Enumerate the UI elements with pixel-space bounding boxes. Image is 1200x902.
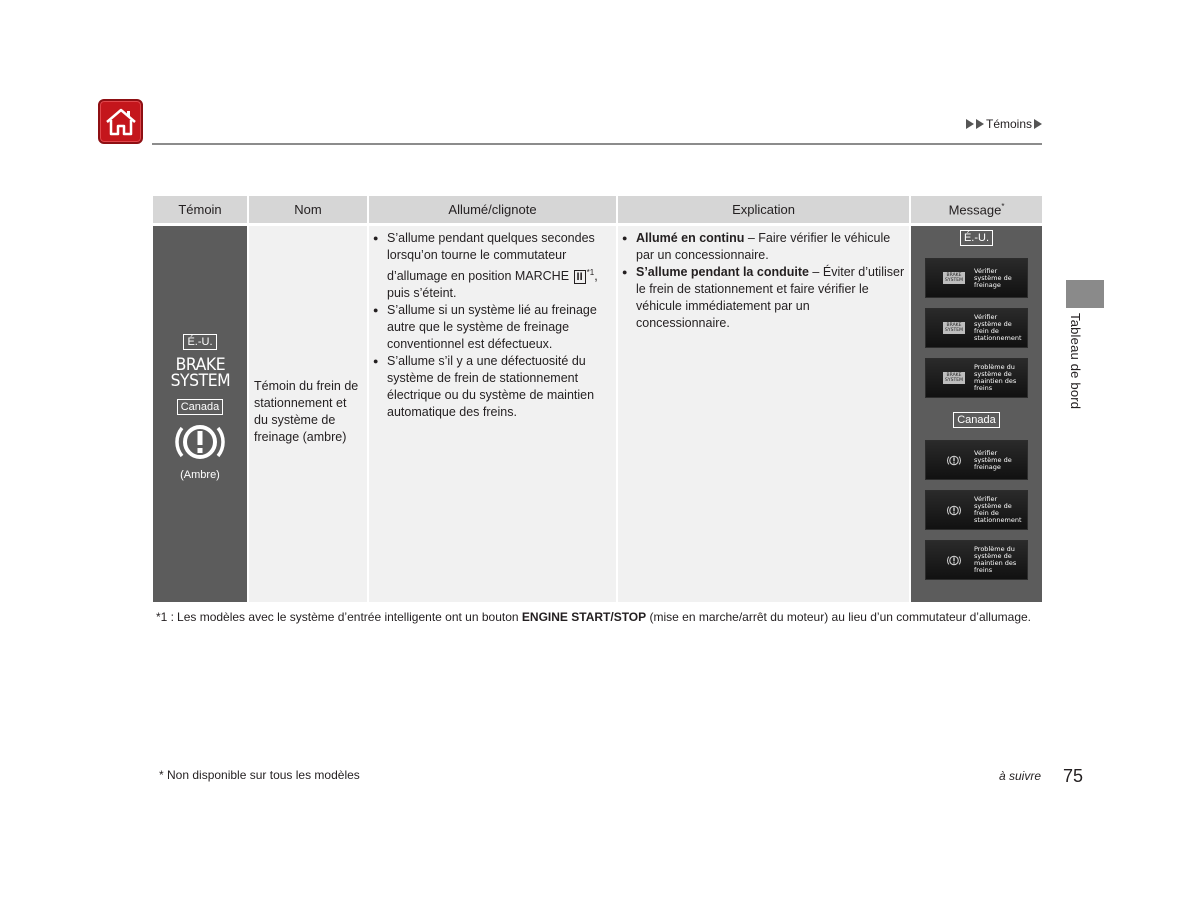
message-screen: Vérifier système de freinage	[925, 440, 1028, 480]
header-nom: Nom	[248, 196, 368, 225]
message-screen: Problème du système de maintien des freins	[925, 540, 1028, 580]
indicator-name: Témoin du frein de stationnement et du système de freinage (ambre)	[254, 379, 359, 444]
footnote-ref[interactable]: *1	[586, 268, 595, 277]
cell-temoin	[153, 225, 248, 603]
header-allume: Allumé/clignote	[368, 196, 617, 225]
page-number: 75	[1063, 766, 1084, 786]
message-screen: BRAKE SYSTEM Problème du système de maintien des freins	[925, 358, 1028, 398]
brake-system-indicator: BRAKE SYSTEM	[170, 355, 230, 391]
message-screen: Vérifier système de frein de stationnement	[925, 490, 1028, 530]
section-tab-label: Tableau de bord	[1068, 313, 1083, 410]
arrow-right-icon	[966, 119, 974, 129]
brake-warning-circle-icon	[946, 454, 962, 467]
brake-system-icon: BRAKE SYSTEM	[945, 323, 963, 333]
breadcrumb-label[interactable]: Témoins	[985, 117, 1032, 131]
region-tag-us: É.-U.	[183, 334, 216, 350]
region-tag-canada: Canada	[953, 412, 1000, 428]
list-item: ● S’allume pendant la conduite – Éviter d’utiliser le frein de stationnement et faire vérifier le véhicule immédiatement par un concessionnaire.	[636, 264, 905, 332]
brake-warning-circle-icon	[172, 419, 228, 465]
section-tab[interactable]	[1066, 280, 1104, 308]
indicator-table	[153, 196, 1042, 602]
header-temoin: Témoin	[153, 196, 248, 225]
list-item: ● S’allume pendant quelques secondes lorsqu’on tourne le commutateur d’allumage en position MARCHE II $^{*1}$, puis s’éteint.	[387, 230, 612, 302]
table-row	[153, 225, 1042, 603]
arrow-right-icon	[1034, 119, 1042, 129]
cell-allume	[368, 225, 617, 603]
color-note: (Ambre)	[180, 469, 220, 481]
home-button[interactable]	[98, 99, 143, 144]
continue-link[interactable]: à suivre	[999, 769, 1042, 783]
cell-nom	[248, 225, 368, 603]
brake-system-icon: BRAKE SYSTEM	[945, 273, 963, 283]
header-explication: Explication	[617, 196, 910, 225]
message-screen: BRAKE SYSTEM Vérifier système de freinage	[925, 258, 1028, 298]
footnote: *1 : Les modèles avec le système d’entrée intelligente ont un bouton ENGINE START/STOP (mise en marche/arrêt du moteur) au lieu d’un commutateur d’allumage.	[156, 610, 1031, 624]
list-item: ● Allumé en continu – Faire vérifier le véhicule par un concessionnaire.	[636, 230, 905, 264]
availability-note: * Non disponible sur tous les modèles	[159, 768, 360, 782]
message-screen: BRAKE SYSTEM Vérifier système de frein de stationnement	[925, 308, 1028, 348]
footnote-mark: *1 :	[156, 610, 175, 624]
breadcrumb[interactable]	[966, 117, 1042, 131]
home-icon	[104, 107, 138, 137]
region-tag-canada: Canada	[177, 399, 224, 415]
cell-explication	[617, 225, 910, 603]
brake-system-icon: BRAKE SYSTEM	[945, 373, 963, 383]
list-item: ● S’allume si un système lié au freinage autre que le système de freinage conventionnel est défectueux.	[387, 302, 612, 353]
brake-warning-circle-icon	[946, 504, 962, 517]
header-message: Message*	[910, 196, 1042, 225]
ignition-position-icon: II	[574, 270, 586, 284]
region-tag-us: É.-U.	[960, 230, 993, 246]
list-item: ● S’allume s’il y a une défectuosité du système de frein de stationnement électrique ou du système de maintien automatique des freins.	[387, 353, 612, 421]
brake-warning-circle-icon	[946, 554, 962, 567]
cell-message	[910, 225, 1042, 603]
header-rule	[152, 143, 1042, 145]
arrow-right-icon	[976, 119, 984, 129]
